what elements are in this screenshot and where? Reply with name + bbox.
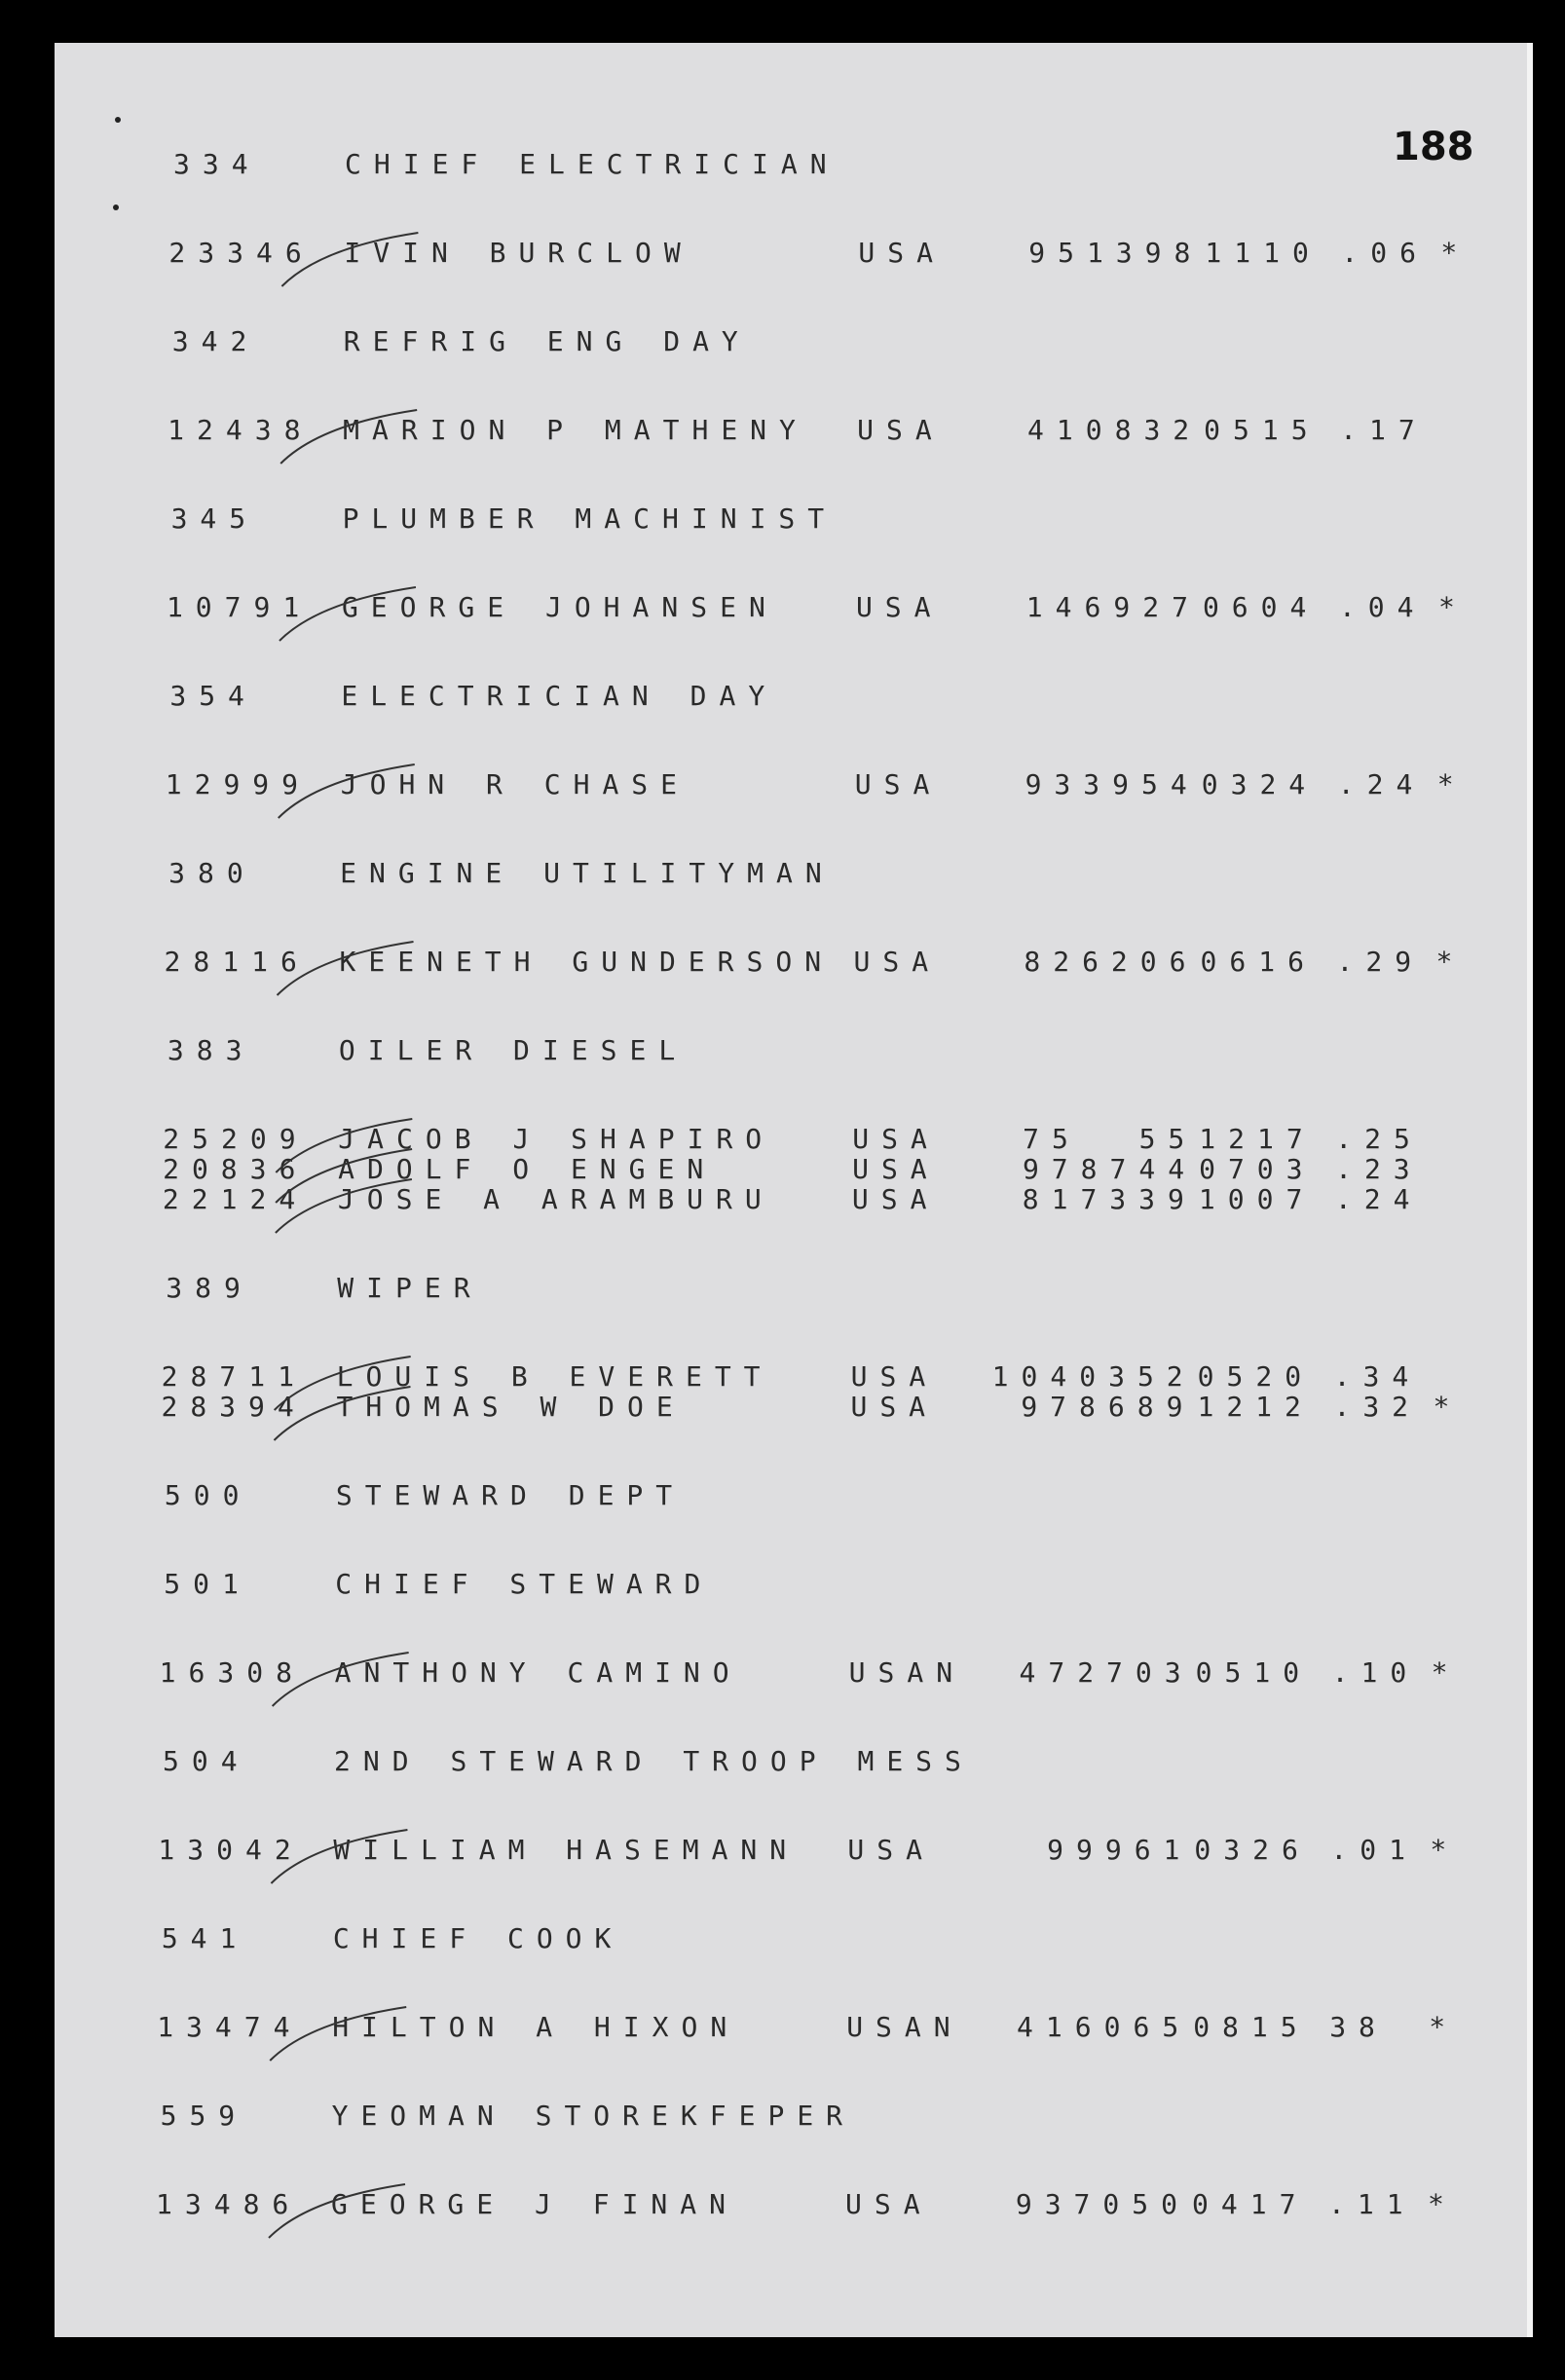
crew-number: 951398 [1028,237,1204,269]
crew-country: USA [851,1183,940,1215]
rating-code: 334 [173,148,261,180]
crew-country: USA [850,1391,939,1423]
crew-value: .17 [1340,414,1428,446]
crew-country: USA [855,591,944,623]
crew-country: USA [858,237,946,269]
crew-id: 20836 [163,1153,309,1185]
crew-date: 0520 [1197,1360,1315,1393]
rating-title: ENGINE UTILITYMAN [340,857,835,889]
rating-title: STEWARD DEPT [335,1479,686,1511]
crew-name: JOSE A ARAMBURU [337,1183,774,1215]
crew-name: GEORGE JOHANSEN [341,591,778,623]
crew-date: 1217 [1199,1123,1316,1155]
crew-country: USAN [846,2011,963,2043]
crew-number: 933954 [1025,768,1200,800]
crew-value: .34 [1333,1360,1422,1393]
crew-id: 16308 [159,1656,305,1689]
rating-title: PLUMBER MACHINIST [342,502,838,535]
crew-name: JOHN R CHASE [340,768,690,800]
crew-name: GEORGE J FINAN [331,2188,739,2220]
crew-country: USA [845,2188,933,2220]
crew-name: HILTON A HIXON [332,2011,740,2043]
crew-date: 0616 [1200,946,1317,978]
crew-country: USA [847,1834,935,1866]
crew-name: THOMAS W DOE [336,1391,686,1423]
crew-value: .24 [1337,768,1426,800]
crew-value: 38 [1329,2011,1388,2043]
crew-number: 146927 [1025,591,1201,623]
rating-code: 383 [167,1034,255,1066]
crew-id: 13042 [158,1834,304,1866]
crew-date: 1110 [1205,237,1322,269]
rating-code: 541 [161,1922,249,1954]
star-mark: * [1431,1656,1461,1689]
crew-value: .11 [1328,2188,1416,2220]
rating-code: 500 [164,1479,252,1511]
crew-number: 99961 [1047,1834,1193,1866]
rating-title: WIPER [337,1272,483,1304]
crew-date: 0703 [1199,1153,1316,1185]
rating-title: CHIEF STEWARD [335,1568,714,1600]
crew-id: 28711 [161,1360,307,1393]
rating-code: 559 [160,2100,248,2132]
crew-number: 826206 [1024,946,1199,978]
crew-id: 13474 [157,2011,303,2043]
crew-number: 1040352 [991,1360,1196,1393]
crew-date: 0326 [1194,1834,1311,1866]
crew-date: 0815 [1193,2011,1310,2043]
crew-number: 472703 [1019,1656,1194,1689]
crew-value: .06 [1341,237,1429,269]
crew-name: WILLIAM HASEMANN [333,1834,800,1866]
crew-name: JACOB J SHAPIRO [338,1123,775,1155]
star-mark: * [1429,2011,1459,2043]
page-number: 188 [1393,125,1474,169]
crew-name: ADOLF O ENGEN [338,1153,717,1185]
crew-id: 22124 [162,1183,309,1215]
crew-value: .24 [1334,1183,1423,1215]
star-mark: * [1440,237,1471,269]
crew-name: IVIN BURCLOW [344,237,693,269]
crew-number: 410832 [1027,414,1203,446]
crew-value: .25 [1335,1123,1423,1155]
crew-name: ANTHONY CAMINO [334,1656,742,1689]
crew-value: .10 [1331,1656,1420,1689]
crew-id: 10791 [166,591,313,623]
star-mark: * [1428,2188,1457,2220]
crew-date: 0510 [1195,1656,1313,1689]
crew-date: 1007 [1198,1183,1316,1215]
rating-title: REFRIG ENG DAY [343,325,751,357]
crew-name: KEENETH GUNDERSON [339,946,835,978]
crew-country: USA [854,768,943,800]
rating-title: 2ND STEWARD TROOP MESS [334,1745,974,1777]
rating-title: ELECTRICIAN DAY [341,680,778,712]
rating-title: CHIEF ELECTRICIAN [345,148,839,180]
crew-country: USA [857,414,945,446]
paper-speck [115,117,121,123]
crew-id: 25209 [163,1123,309,1155]
rating-title: YEOMAN STOREKFEPER [331,2100,856,2132]
crew-value: .32 [1333,1391,1422,1423]
crew-id: 12999 [165,768,312,800]
crew-value: .29 [1336,946,1425,978]
crew-id: 12438 [168,414,314,446]
rating-code: 342 [171,325,260,357]
crew-number: 75 55 [1023,1123,1198,1155]
crew-name: LOUIS B EVERETT [336,1360,773,1393]
star-mark: * [1433,1391,1463,1423]
paper-speck [113,205,119,210]
crew-value: .01 [1330,1834,1418,1866]
crew-country: USA [853,946,942,978]
rating-code: 501 [164,1568,251,1600]
crew-date: 0417 [1192,2188,1309,2220]
crew-number: 978744 [1022,1153,1198,1185]
crew-date: 0515 [1204,414,1321,446]
crew-id: 13486 [156,2188,302,2220]
crew-country: USA [852,1123,940,1155]
rating-title: OILER DIESEL [338,1034,689,1066]
crew-number: 416065 [1017,2011,1192,2043]
crew-id: 28116 [164,946,310,978]
crew-value: .04 [1338,591,1427,623]
crew-country: USA [850,1360,939,1393]
crew-id: 28394 [161,1391,307,1423]
rating-code: 345 [170,502,259,535]
crew-date: 1212 [1197,1391,1314,1423]
star-mark: * [1437,591,1468,623]
crew-country: USA [852,1153,940,1185]
crew-number: 978689 [1021,1391,1196,1423]
star-mark: * [1436,768,1467,800]
crew-number: 817339 [1022,1183,1197,1215]
rating-title: CHIEF COOK [332,1922,624,1954]
crew-name: MARION P MATHENY [343,414,808,446]
crew-date: 0604 [1202,591,1320,623]
crew-country: USAN [848,1656,966,1689]
star-mark: * [1435,946,1466,978]
rating-code: 389 [166,1272,253,1304]
rating-code: 380 [168,857,256,889]
crew-number: 937050 [1015,2188,1190,2220]
rating-code: 354 [169,680,257,712]
star-mark: * [1430,1834,1460,1866]
crew-value: .23 [1335,1153,1423,1185]
crew-id: 23346 [168,237,315,269]
crew-date: 0324 [1201,768,1319,800]
rating-code: 504 [163,1745,250,1777]
